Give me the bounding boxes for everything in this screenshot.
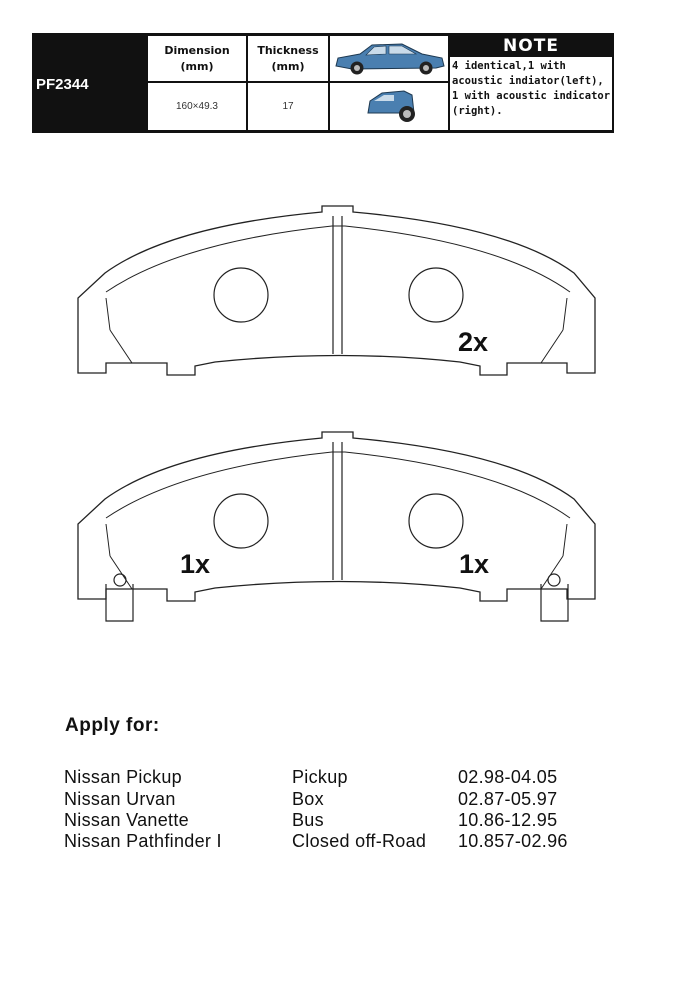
note-title: NOTE (450, 36, 612, 56)
front-wheel-image (330, 83, 448, 130)
vehicle-years: 02.98-04.05 (458, 767, 558, 787)
vehicle-years: 10.857-02.96 (458, 831, 568, 851)
car-side-image (330, 36, 448, 81)
dimension-header: Dimension (mm) (148, 36, 246, 81)
top-pad-quantity: 2x (458, 327, 489, 357)
brake-pad-diagram (0, 190, 677, 650)
thickness-value: 17 (248, 83, 328, 130)
thickness-header: Thickness (mm) (248, 36, 328, 81)
bottom-left-quantity: 1x (180, 549, 211, 579)
vehicle-type: Bus (292, 810, 324, 830)
part-number: PF2344 (36, 76, 89, 93)
bottom-right-quantity: 1x (459, 549, 490, 579)
vehicle-years: 10.86-12.95 (458, 810, 558, 830)
apply-for-heading: Apply for: (65, 715, 160, 736)
note-text: 4 identical,1 with acoustic indiator(left), 1 with acoustic indicator (right). (450, 57, 612, 130)
vehicle-years: 02.87-05.97 (458, 789, 558, 809)
brake-pad-top (78, 206, 595, 375)
vehicle-model: Nissan Vanette (64, 810, 189, 830)
vehicle-model: Nissan Urvan (64, 789, 176, 809)
brake-pad-bottom (78, 432, 595, 621)
vehicle-model: Nissan Pickup (64, 767, 182, 787)
vehicle-type: Closed off-Road (292, 831, 427, 851)
vehicle-model: Nissan Pathfinder I (64, 831, 222, 851)
dimension-value: 160×49.3 (148, 83, 246, 130)
vehicle-type: Pickup (292, 767, 348, 787)
vehicle-type: Box (292, 789, 324, 809)
